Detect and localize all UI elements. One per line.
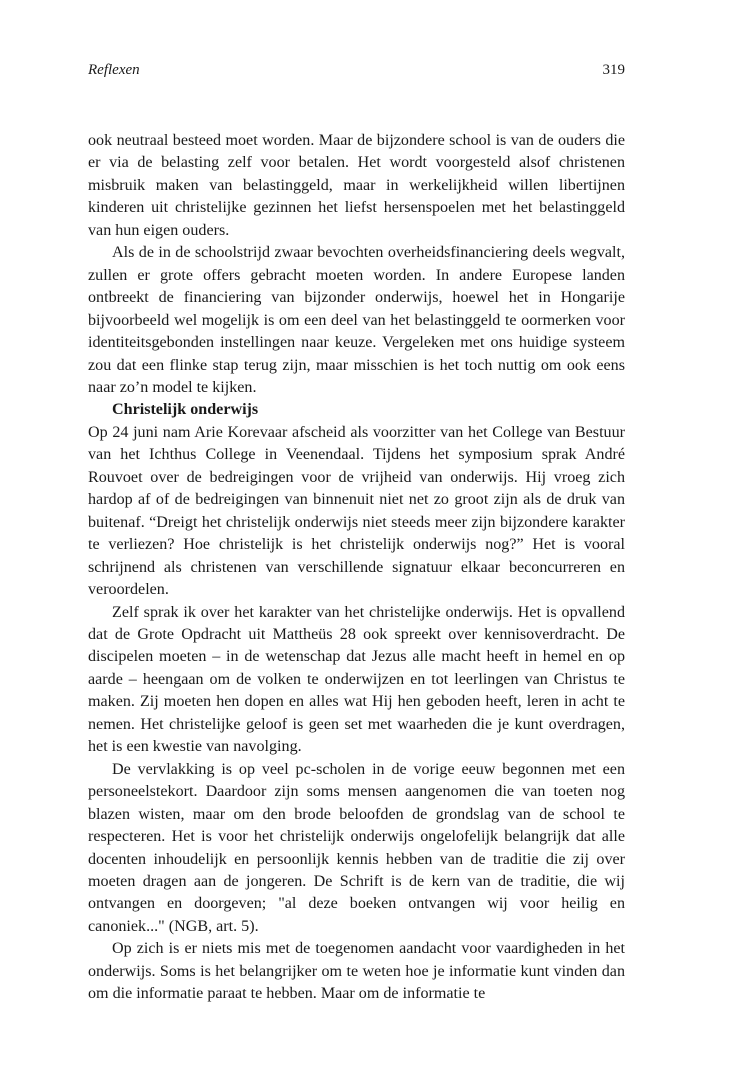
page-number: 319: [602, 62, 625, 78]
paragraph: Zelf sprak ik over het karakter van het christelijke onderwijs. Het is opvallend dat de Grote Opdracht uit Mattheüs 28 ook spreekt over kennisoverdracht. De discipelen moeten – in de wetenschap dat Jezus alle macht heeft in hemel en op aarde – heengaan om de volken te onderwijzen en tot leerlingen van Christus te maken. Zij moeten hen dopen en alles wat Hij hen geboden heeft, leren in acht te nemen. Het christelijke geloof is geen set met waarheden die je kunt overdragen, het is een kwestie van navolging.: [88, 603, 625, 756]
section-heading: Christelijk onderwijs: [112, 401, 259, 419]
paragraph: Op zich is er niets mis met de toegenomen aandacht voor vaardigheden in het onderwijs. Soms is het belangrijker om te weten hoe je informatie kunt vinden dan om die informatie paraat te hebben. Maar om de informatie te: [88, 940, 625, 1003]
body-text: [88, 130, 625, 1006]
paragraph: De vervlakking is op veel pc-scholen in de vorige eeuw begonnen met een personeelstekort. Daardoor zijn soms mensen aangenomen die van toeten nog blazen wisten, maar om den brode beloofden de grondslag van de school te respecteren. Het is voor het christelijk onderwijs ongelofelijk belangrijk dat alle docenten inhoudelijk en persoonlijk kennis hebben van de traditie die zij over moeten dragen aan de jongeren. De Schrift is de kern van de traditie, die wij ontvangen en doorgeven; "al deze boeken ontvangen wij voor heilig en canoniek..." (NGB, art. 5).: [88, 760, 625, 935]
running-title: Reflexen: [88, 62, 140, 78]
paragraph: ook neutraal besteed moet worden. Maar de bijzondere school is van de ouders die er via de belasting zelf voor betalen. Het wordt voorgesteld alsof christenen misbruik maken van belastinggeld, maar in werkelijkheid willen libertijnen kinderen uit christelijke gezinnen het liefst hersenspoelen met het belastinggeld van hun eigen ouders.: [88, 132, 625, 239]
paragraph: Op 24 juni nam Arie Korevaar afscheid als voorzitter van het College van Bestuur van het Ichthus College in Veenendaal. Tijdens het symposium sprak André Rouvoet over de bedreigingen voor de vrijheid van onderwijs. Hij vroeg zich hardop af of de bedreigingen van binnenuit niet net zo groot zijn als de druk van buitenaf. “Dreigt het christelijk onderwijs niet steeds meer zijn bijzondere karakter te verliezen? Hoe christelijk is het christelijk onderwijs nog?” Het is vooral schrijnend als christenen van verschillende signatuur elkaar beconcurreren en veroordelen.: [88, 423, 625, 599]
running-head: [88, 62, 625, 84]
paragraph: Als de in de schoolstrijd zwaar bevochten overheidsfinanciering deels wegvalt, zullen er grote offers gebracht moeten worden. In andere Europese landen ontbreekt de financiering van bijzonder onderwijs, hoewel het in Hongarije bijvoorbeeld wel mogelijk is om een deel van het belastinggeld te oormerken voor identiteitsgebonden instellingen naar keuze. Vergeleken met ons huidige systeem zou dat een flinke stap terug zijn, maar misschien is het toch nuttig om ook eens naar zo’n model te kijken.: [88, 244, 625, 396]
